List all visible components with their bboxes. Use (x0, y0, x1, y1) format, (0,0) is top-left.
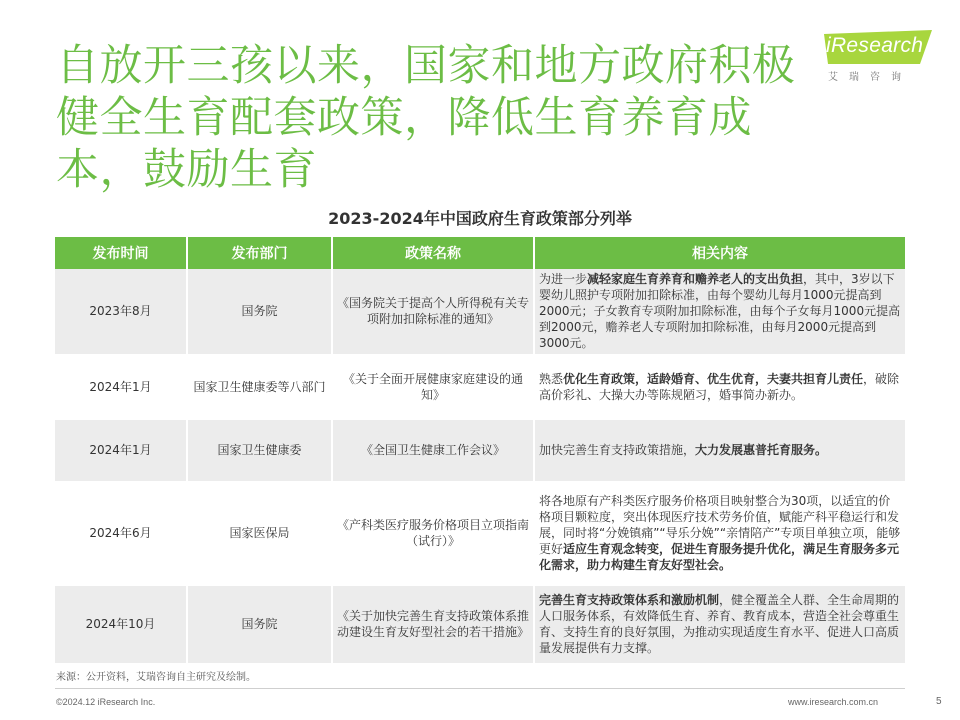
content-segment-bold: 优化生育政策，适龄婚育、优生优育，夫妻共担育儿责任 (563, 371, 864, 386)
content-segment: ，健全覆盖全人群、全生命周期的人口服务体系，有效降低生育、养育、教育成本，营造全社会尊重生育、支持生育的良好氛围，为推动实现适度生育水平、促进人口高质量发展提供有力支撑。 (539, 593, 900, 655)
table-row (55, 584, 905, 664)
cell-department: 国家卫生健康委等八部门 (187, 355, 332, 418)
cell-policy: 《国务院关于提高个人所得税有关专项附加扣除标准的通知》 (332, 269, 534, 355)
content-segment: 熟悉 (539, 371, 564, 386)
cell-content (534, 355, 905, 418)
footer-copyright: ©2024.12 iResearch Inc. (56, 697, 156, 707)
content-segment-bold: 减轻家庭生育养育和赡养老人的支出负担 (587, 272, 804, 287)
content-segment: ，其中，3岁以下婴幼儿照护专项附加扣除标准，由每个婴幼儿每月1000元提高到2000元；子女教育专项附加扣除标准，由每个子女每月1000元提高到2000元，赡养老人专项附加扣除标准，由每月2000元提高到3000元。 (539, 272, 901, 351)
cell-policy: 《产科类医疗服务价格项目立项指南（试行）》 (332, 482, 534, 584)
content-segment-bold: 大力发展惠普托育服务。 (695, 443, 828, 457)
cell-policy: 《全国卫生健康工作会议》 (332, 418, 534, 482)
cell-date: 2024年1月 (55, 355, 187, 418)
cell-department: 国家卫生健康委 (187, 418, 332, 482)
table-row (55, 269, 905, 355)
cell-department: 国务院 (187, 269, 332, 355)
content-segment: 加快完善生育支持政策措施， (539, 443, 696, 457)
cell-date: 2024年1月 (55, 418, 187, 482)
source-note: 来源：公开资料，艾瑞咨询自主研究及绘制。 (56, 672, 256, 683)
table-title: 2023-2024年中国政府生育政策部分列举 (328, 209, 632, 228)
page-number: 5 (936, 696, 942, 707)
table-row (55, 418, 905, 482)
cell-content (534, 584, 905, 664)
content-segment-bold: 适应生育观念转变，促进生育服务提升优化，满足生育服务多元化需求，助力构建生育友好型社会。 (539, 542, 900, 572)
content-segment: 为进一步 (539, 272, 588, 287)
cell-date: 2023年8月 (55, 269, 187, 355)
iresearch-logo (824, 30, 934, 86)
table-header-row (55, 237, 905, 269)
footer-divider (55, 688, 905, 689)
cell-date: 2024年10月 (55, 584, 187, 664)
table-row (55, 482, 905, 584)
content-segment: ，破除高价彩礼、大操大办等陈规陋习，婚事简办新办。 (539, 371, 900, 402)
logo-text: iResearch (826, 34, 924, 57)
footer-url[interactable]: www.iresearch.com.cn (788, 697, 879, 707)
cell-department: 国家医保局 (187, 482, 332, 584)
header-content: 相关内容 (534, 237, 905, 269)
content-segment: 将各地原有产科类医疗服务价格项目映射整合为30项，以适宜的价格项目颗粒度，突出体现医疗技术劳务价值，赋能产科平稳运行和发展，同时将“分娩镇痛”“导乐分娩”“亲情陪产”专项目单独立项，能够更好 (539, 494, 901, 556)
cell-content (534, 418, 905, 482)
cell-date: 2024年6月 (55, 482, 187, 584)
content-segment-bold: 完善生育支持政策体系和激励机制 (539, 593, 720, 607)
cell-policy: 《关于加快完善生育支持政策体系推动建设生育友好型社会的若干措施》 (332, 584, 534, 664)
page-title: 自放开三孩以来，国家和地方政府积极健全生育配套政策，降低生育养育成本，鼓励生育 (56, 41, 796, 195)
header-date: 发布时间 (55, 237, 187, 269)
header-policy: 政策名称 (332, 237, 534, 269)
header-department: 发布部门 (187, 237, 332, 269)
policy-table (55, 237, 905, 666)
logo-subtext: 艾瑞咨询 (828, 72, 912, 83)
cell-content (534, 269, 905, 355)
table-row (55, 355, 905, 418)
cell-policy: 《关于全面开展健康家庭建设的通知》 (332, 355, 534, 418)
cell-content (534, 482, 905, 584)
cell-department: 国务院 (187, 584, 332, 664)
